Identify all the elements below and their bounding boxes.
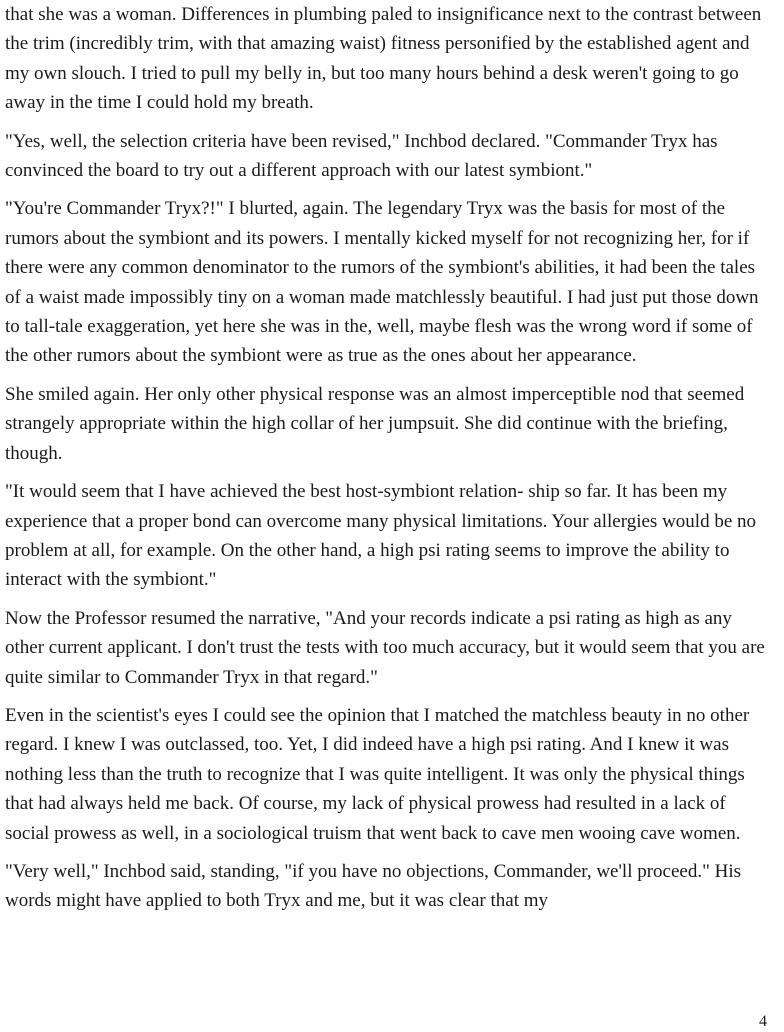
page-number: 4 — [759, 1013, 767, 1030]
paragraph-2: "Yes, well, the selection criteria have been revised," Inchbod declared. "Commander Tryx has convinced the board to try out a different approach with our latest symbiont." — [5, 130, 718, 182]
paragraph-4: She smiled again. Her only other physical response was an almost imperceptible nod that seemed strangely appropriate within the high collar of her jumpsuit. She did continue with the briefing, though. — [5, 383, 745, 464]
paragraph-1: that she was a woman. Differences in plumbing paled to insignificance next to the contrast between the trim (incredibly trim, with that amazing waist) fitness personified by the established agent and my own slouch. I tried to pull my belly in, but too many hours behind a desk weren't going to go away in the time I could hold my breath. — [5, 4, 762, 114]
paragraph-5: "It would seem that I have achieved the best host-symbiont relation- ship so far. It has been my experience that a proper bond can overcome many physical limitations. Your allergies would be no problem at all, for example. On the other hand, a high psi rating seems to improve the ability to interact with the symbiont." — [5, 481, 757, 591]
paragraph-7: Even in the scientist's eyes I could see the opinion that I matched the matchless beauty in no other regard. I knew I was outclassed, too. Yet, I did indeed have a high psi rating. And I knew it was nothing less than the truth to recognize that I was quite intelligent. It was only the physical things that had always held me back. Of course, my lack of physical prowess had resulted in a lack of social prowess as well, in a sociological truism that went back to cave men wooing cave women. — [5, 704, 750, 844]
paragraph-3: "You're Commander Tryx?!" I blurted, again. The legendary Tryx was the basis for most of the rumors about the symbiont and its powers. I mentally kicked myself for not recognizing her, for if there were any common denominator to the rumors of the symbiont's abilities, it had been the tales of a waist made impossibly tiny on a woman made matchlessly beautiful. I had just put those down to tall-tale exaggeration, yet here she was in the, well, maybe flesh was the wrong word if some of the other rumors about the symbiont were as true as the ones about her appearance. — [5, 198, 759, 367]
paragraph-6: Now the Professor resumed the narrative, "And your records indicate a psi rating as high as any other current applicant. I don't trust the tests with too much accuracy, but it would seem that you are quite similar to Commander Tryx in that regard." — [5, 607, 765, 688]
paragraph-8: "Very well," Inchbod said, standing, "if you have no objections, Commander, we'll proceed." His words might have applied to both Tryx and me, but it was clear that my — [5, 860, 741, 912]
document-page — [5, 0, 767, 925]
